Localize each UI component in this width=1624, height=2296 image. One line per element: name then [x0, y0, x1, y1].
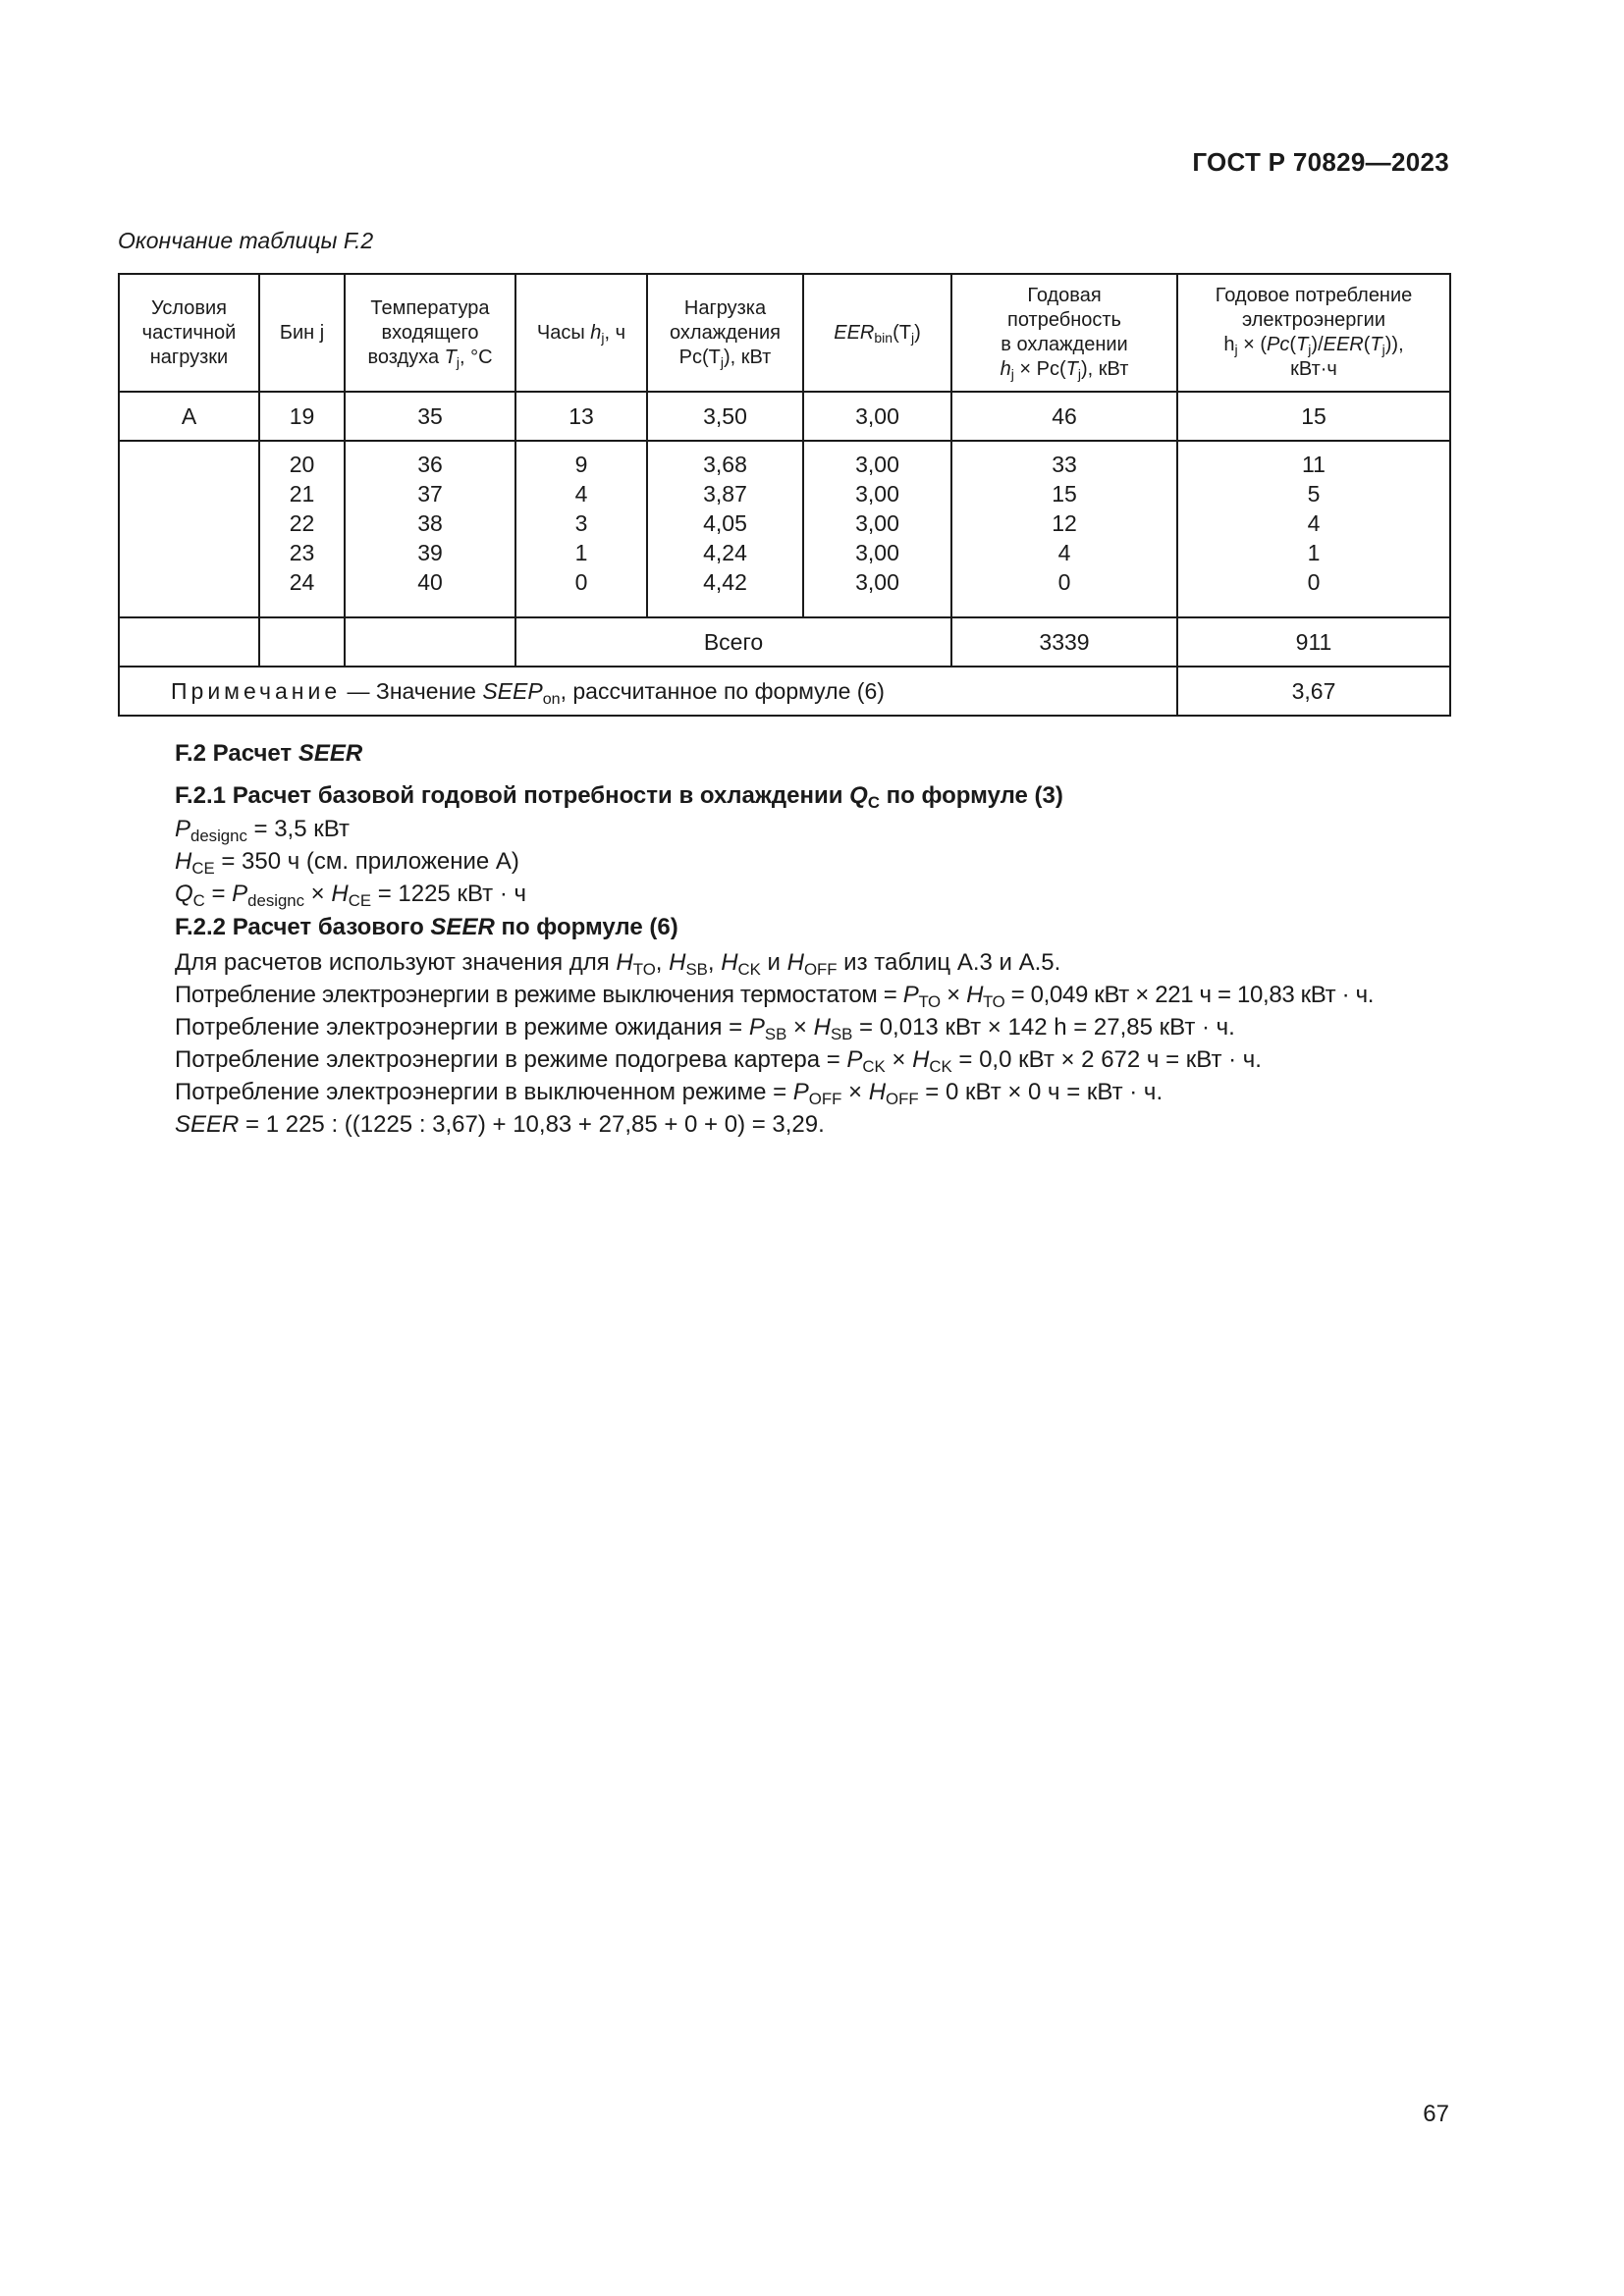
section-f22-title: F.2.2 Расчет базового SEER по формуле (6): [175, 914, 678, 940]
document-id: ГОСТ Р 70829—2023: [1192, 147, 1449, 177]
section-f21-title: F.2.1 Расчет базовой годовой потребности в охлаждении $Q_C$ по формуле (3): [175, 782, 1063, 813]
header-load: Нагрузка охлаждения $Pc(T_j)$, кВт: [647, 274, 803, 392]
cell-bin: 19: [259, 392, 345, 441]
table-row: [119, 441, 1450, 617]
text-line-4: Потребление электроэнергии в режиме подогрева картера = $P_{CK} \times H_{CK} = 0,0$ кВт × 2 672 ч = кВт · ч.: [175, 1046, 1262, 1077]
cell-loads: 3,68 3,87 4,05 4,24 4,42: [647, 441, 803, 617]
text-line-1: Для расчетов используют значения для $H_{TO}$, $H_{SB}$, $H_{CK}$ и $H_{OFF}$ из таблиц А.3 и А.5.: [175, 949, 1061, 980]
cell-empty: [119, 617, 259, 667]
cell-temps: 36 37 38 39 40: [345, 441, 515, 617]
formula-h-ce: $H_{CE} = 350$ ч (см. приложение А): [175, 848, 519, 879]
cell-total-label: Всего: [515, 617, 951, 667]
table-caption: Окончание таблицы F.2: [118, 228, 374, 253]
cell-temp: 35: [345, 392, 515, 441]
header-bin: Бин j: [259, 274, 345, 392]
table-note-row: [119, 667, 1450, 716]
formula-q-c: $Q_C = P_{designc} \times H_{CE} = 1225$ кВт · ч: [175, 881, 526, 911]
cell-bins: 20 21 22 23 24: [259, 441, 345, 617]
cell-total-consumption: 911: [1177, 617, 1450, 667]
cell-consumption: 15: [1177, 392, 1450, 441]
text-line-3: Потребление электроэнергии в режиме ожидания = $P_{SB} \times H_{SB} = 0,013$ кВт × 142 h = 27,85 кВт · ч.: [175, 1014, 1235, 1044]
data-table: [118, 273, 1451, 717]
cell-note: Примечание — Значение $SEEP_{on}$, рассчитанное по формуле (6): [119, 667, 1177, 716]
header-eer: $EER_{bin}(T_j)$: [803, 274, 951, 392]
section-f2-title: F.2 Расчет SEER: [175, 740, 363, 767]
text-line-6: SEER = 1 225 : ((1225 : 3,67) + 10,83 + 27,85 + 0 + 0) = 3,29.: [175, 1111, 825, 1138]
cell-empty: [259, 617, 345, 667]
cell-empty: [345, 617, 515, 667]
cell-condition: A: [119, 392, 259, 441]
formula-p-designc: $P_{designc} = 3,5$ кВт: [175, 816, 350, 846]
table-total-row: [119, 617, 1450, 667]
cell-note-value: 3,67: [1177, 667, 1450, 716]
cell-demand: 46: [951, 392, 1177, 441]
page-number: 67: [1423, 2101, 1449, 2127]
header-annual-demand: Годовая потребность в охлаждении $h_j \times Pc(T_j)$, кВт: [951, 274, 1177, 392]
text-line-5: Потребление электроэнергии в выключенном режиме = $P_{OFF} \times H_{OFF} = 0$ кВт × 0 ч = кВт · ч.: [175, 1079, 1164, 1109]
header-annual-consumption: Годовое потребление электроэнергии $h_j \times (Pc(T_j)/EER(T_j))$, кВт·ч: [1177, 274, 1450, 392]
header-hours: Часы $h_j$, ч: [515, 274, 647, 392]
cell-consumptions: 11 5 4 1 0: [1177, 441, 1450, 617]
cell-total-demand: 3339: [951, 617, 1177, 667]
text-line-2: Потребление электроэнергии в режиме выключения термостатом = $P_{TO} \times H_{TO} = 0,049$ кВт × 221 ч = 10,83 кВт · ч.: [175, 982, 1375, 1012]
table-header-row: [119, 274, 1450, 392]
cell-condition-empty: [119, 441, 259, 617]
cell-eers: 3,00 3,00 3,00 3,00 3,00: [803, 441, 951, 617]
cell-load: 3,50: [647, 392, 803, 441]
table-row: [119, 392, 1450, 441]
cell-demands: 33 15 12 4 0: [951, 441, 1177, 617]
header-temperature: Температура входящего воздуха $T_j$, °C: [345, 274, 515, 392]
cell-eer: 3,00: [803, 392, 951, 441]
cell-hours-list: 9 4 3 1 0: [515, 441, 647, 617]
cell-hours: 13: [515, 392, 647, 441]
header-conditions: Условия частичной нагрузки: [119, 274, 259, 392]
